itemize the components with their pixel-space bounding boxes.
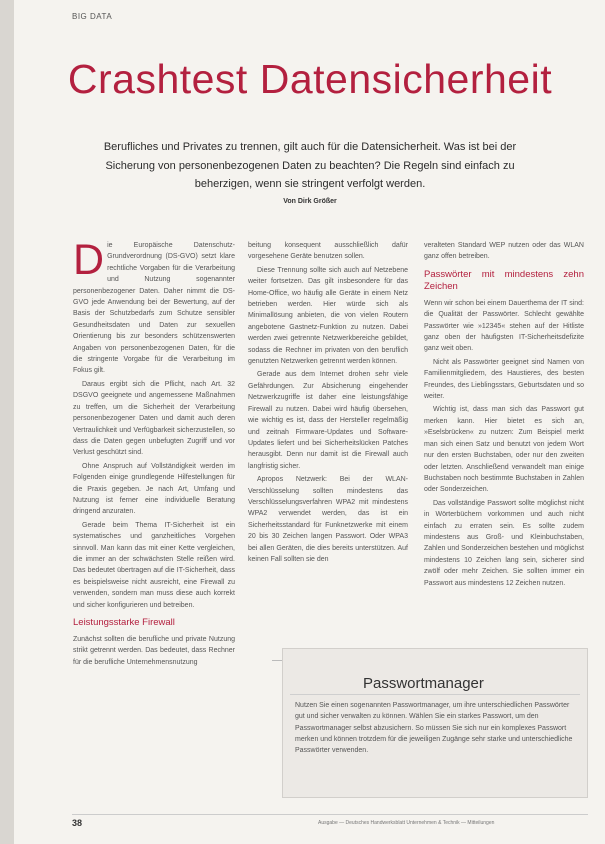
article-byline: Von Dirk Größer	[283, 198, 337, 205]
paragraph: beitung konsequent ausschließlich dafür vorgesehene Geräte benutzen sollen.	[248, 242, 408, 261]
article-lead: Berufliches und Privates zu trennen, gilt auch für die Datensicherheit. Was ist bei der Sicherung von personenbezogenen Daten zu beachten? Die Regeln sind einfach zu beherzigen, wenn sie stringent verfolgt werden.	[103, 141, 517, 190]
text-column-3	[424, 240, 584, 587]
paragraph: veralteten Standard WEP nutzen oder das WLAN ganz offen betreiben.	[424, 242, 584, 261]
paragraph: Das vollständige Passwort sollte möglichst nicht in Wörterbüchern vorkommen und auch nicht einfach zu erraten sein. Es sollte zudem mindestens aus Groß- und Kleinbuchstaben, Zahlen und Sonderzeichen bestehen und möglichst mindestens 10 Zeichen lang sein, sicherer sind zwölf oder mehr Zeichen. Sie sollten immer ein Passwort aus mindestens 12 Zeichen nutzen.	[424, 499, 584, 587]
paragraph: Daraus ergibt sich die Pflicht, nach Art. 32 DSGVO geeignete und angemessene Maßnahmen zu treffen, um die Sicherheit der Verarbeitung personenbezogener Daten und damit auch deren Vertraulichkeit und Verfügbarkeit sicherzustellen, so dass die Daten gegen unbefugten Zugriff und vor Verlust geschützt sind.	[73, 380, 235, 457]
page-gutter	[0, 0, 14, 844]
info-box-title: Passwortmanager	[363, 675, 484, 692]
text-column-1	[73, 236, 235, 825]
paragraph-text: ie Europäische Datenschutz-Grundverordnung (DS-GVO) setzt klare rechtliche Vorgaben für die Verarbeitung und Nutzung sogenannter personenbezogener Daten. Daher nimmt die DS-GVO jede Anwendung bei der Bewertung, auf der Basis der Schutzbedarfs zum Schutze sensibler Gesundheitsdaten und Daten zur sexuellen Orientierung bis zur besonders schützenswerten Angaben von personenbezogenen Daten, für die die stringente Vorgabe für die Verarbeitung im Fokus gilt.	[73, 242, 235, 375]
subheading-firewall: Leistungsstarke Firewall	[73, 617, 175, 628]
article-title: Crashtest Datensicherheit	[67, 56, 553, 102]
paragraph: Zunächst sollten die berufliche und private Nutzung strikt getrennt werden. Das bedeutet, dass Rechner für die berufliche Unternehmensnutzung	[73, 636, 235, 666]
paragraph: Ohne Anspruch auf Vollständigkeit werden im Folgenden einige grundlegende Hilfestellungen für die Praxis gegeben. Je nach Art, Umfang und Nutzung ist ferner eine individuelle Beratung dringend anzuraten.	[73, 462, 235, 516]
footer-text: Ausgabe — Deutsches Handwerksblatt Unternehmen & Technik — Mitteilungen	[318, 820, 495, 826]
footer-divider	[72, 814, 588, 815]
info-box-text: Nutzen Sie einen sogenannten Passwortmanager, um ihre unterschiedlichen Passwörter gut und sicher verwalten zu können. Wählen Sie ein starkes Passwort, um den Passwortmanager selbst abzusichern. So müssen Sie sich nur ein komplexes Passwort merken und können trotzdem für die jeweiligen Zugänge sehr starke und unterschiedliche Passwörter verwenden.	[295, 702, 573, 755]
subheading-passwords: Passwörter mit mindestens zehn Zeichen	[424, 268, 584, 292]
paragraph	[73, 236, 235, 377]
paragraph: Gerade beim Thema IT-Sicherheit ist ein systematisches und ganzheitliches Vorgehen sinnvoll. Man kann das mit einer Kette vergleichen, die immer an der schwächsten Stelle reißen wird. Das bedeutet übertragen auf die IT-Sicherheit, dass es beispielsweise nicht ausreicht, eine Firewall zu verwenden, sondern man muss diese auch korrekt und sicher konfigurieren und betreiben.	[73, 521, 235, 609]
paragraph: Wichtig ist, dass man sich das Passwort gut merken kann. Hier bietet es sich an, »Eselsbrücken« zu nutzen: Zum Beispiel merkt man sich einen Satz und benutzt von jedem Wort nur den ersten Buchstaben, oder nur den zweiten oder letzten. Anschließend verwandelt man einige Buchstaben noch bestimmte Buchstaben in Zahlen oder Sonderzeichen.	[424, 406, 584, 494]
paragraph: Nicht als Passwörter geeignet sind Namen von Familienmitgliedern, des Haustieres, des besten Freundes, des Lieblingsstars, Geburtsdaten und so weiter.	[424, 358, 584, 401]
section-kicker: BIG DATA	[72, 12, 113, 21]
paragraph: Gerade aus dem Internet drohen sehr viele Gefährdungen. Zur Absicherung eingehender Netzwerkzugriffe ist daher eine leistungsfähige Firewall zu nutzen. Dabei wird häufig übersehen, wie wichtig es ist, dass der Hersteller regelmäßig und zeitnah Firmware-Updates und Software-Updates liefert und bei Sicherheitslücken Patches herausgibt. Denn nur damit ist die Firewall auch langfristig sicher.	[248, 371, 408, 470]
drop-cap: D	[73, 236, 105, 284]
paragraph: Apropos Netzwerk: Bei der WLAN-Verschlüsselung sollten mindestens das Verschlüsselungsverfahren WPA2 mit mindestens WPA2 verwendet werden, das ist ein Sicherheitsstandard für Funknetzwerke mit einem 20 bis 30 Zeichen langen Passwort. Oder WPA3 bei allen Geräten, die dies bereits unterstützen. Auf keinen Fall sollten sie den	[248, 476, 408, 563]
text-column-2	[248, 240, 408, 622]
info-box-divider	[290, 694, 580, 695]
page-number: 38	[72, 818, 83, 828]
paragraph: Diese Trennung sollte sich auch auf Netzebene weiter fortsetzen. Das gilt insbesondere für das Home-Office, wo häufig alle Geräte in einem Netz betrieben werden. Hier würde sich als Minimallösung anbieten, die von vielen Routern angebotene Gastnetz-Funktion zu nutzen. Dabei werden zwei getrennte Netzwerkbereiche gebildet, sodass die Rechner im privaten von den beruflich genutzten Netzwerken getrennt werden können.	[248, 266, 408, 366]
paragraph: Wenn wir schon bei einem Dauerthema der IT sind: die Qualität der Passwörter. Schlecht gewählte Passwörter wie »12345« stehen auf der Hitliste ganz oben der häufigsten IT-Sicherheitsdefizite ganz weit oben.	[424, 299, 584, 353]
